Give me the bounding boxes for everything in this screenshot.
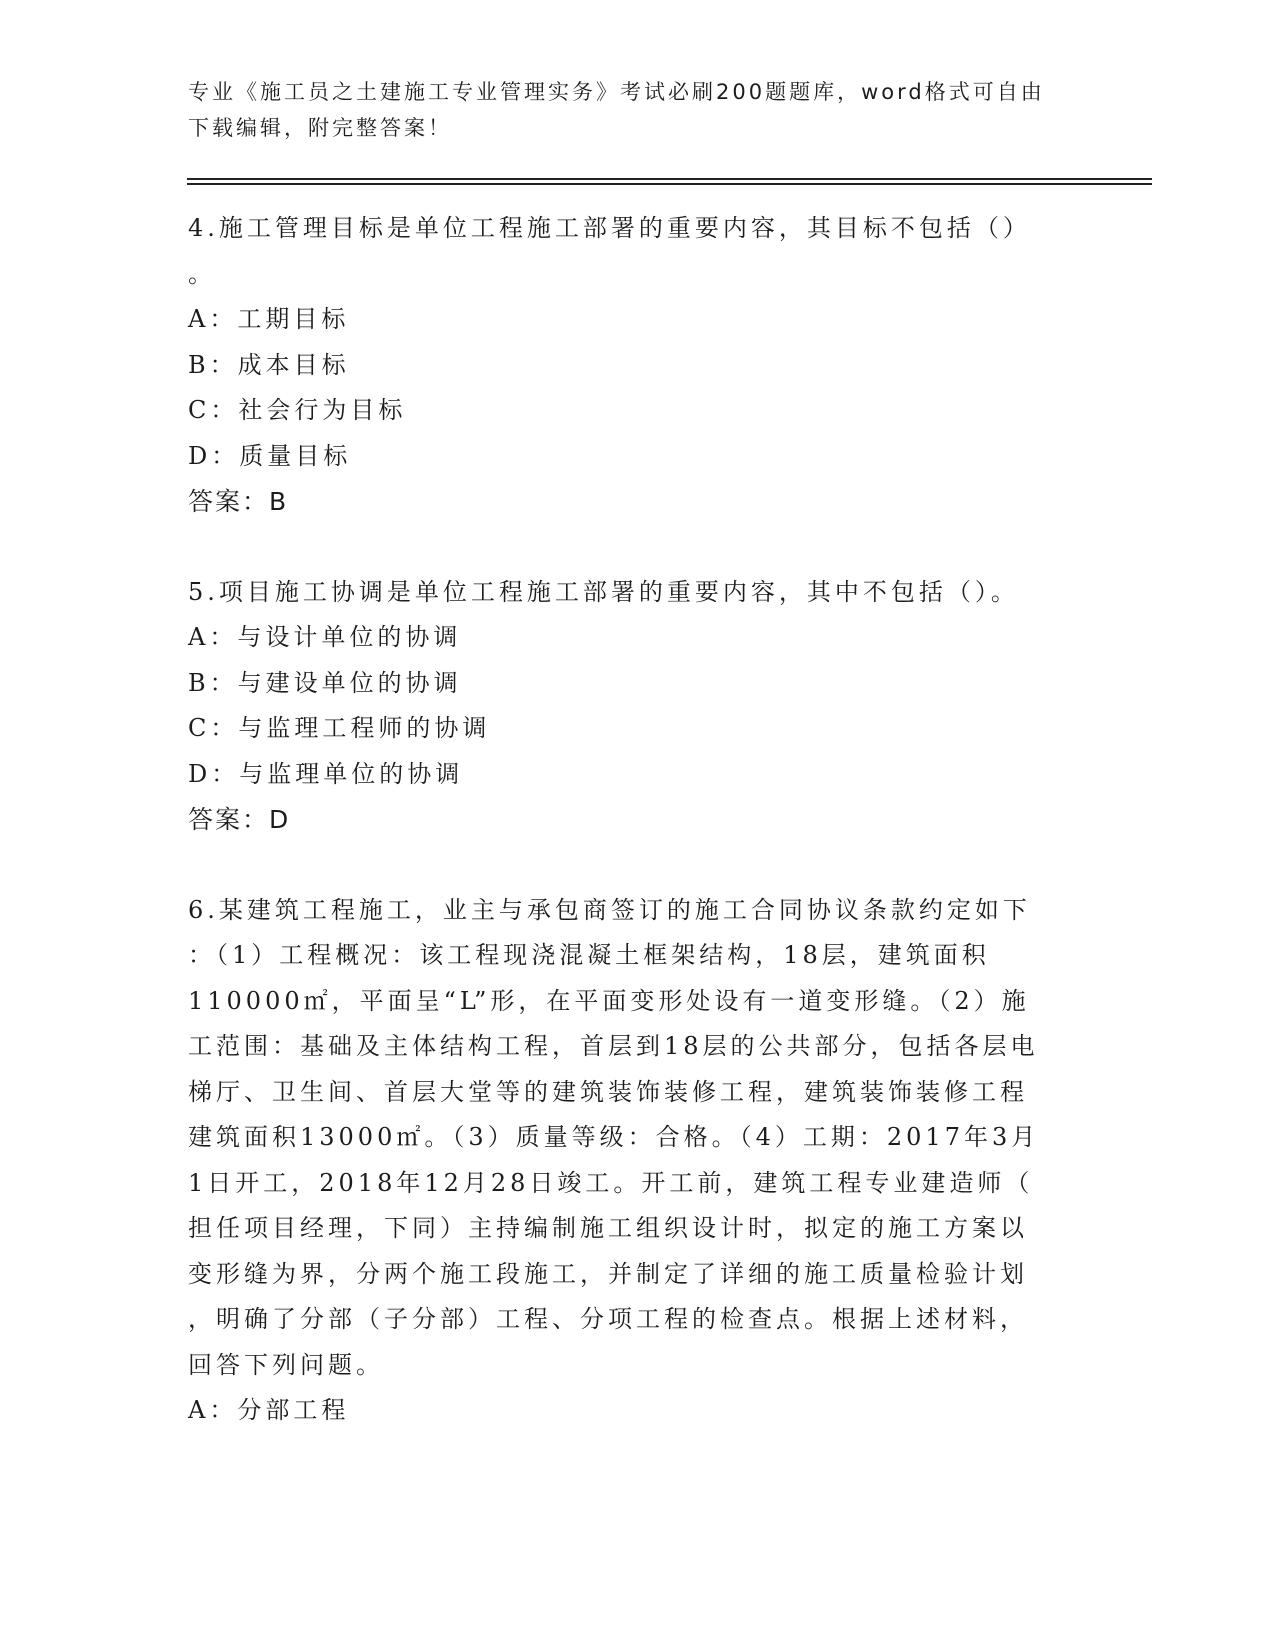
question-5-answer: 答案：D [188, 805, 291, 834]
question-6 [188, 888, 1078, 1434]
question-4-option-c: C：社会行为目标 [188, 396, 407, 424]
question-6-option-a: A：分部工程 [188, 1396, 350, 1424]
header-divider-top [187, 178, 1152, 180]
question-5-option-d: D：与监理单位的协调 [188, 759, 464, 788]
question-5-option-b: B：与建设单位的协调 [188, 668, 462, 697]
question-6-text-line: ，明确了分部（子分部）工程、分项工程的检查点。根据上述材料， [188, 1305, 1028, 1333]
question-6-text-line: 1日开工，2018年12月28日竣工。开工前，建筑工程专业建造师（ [188, 1168, 1034, 1197]
question-6-text-line: 担任项目经理，下同）主持编制施工组织设计时，拟定的施工方案以 [188, 1214, 1028, 1242]
header-divider-bottom [187, 183, 1152, 185]
question-6-text-line: 6.某建筑工程施工，业主与承包商签订的施工合同协议条款约定如下 [188, 895, 1031, 924]
question-5-text: 5.项目施工协调是单位工程施工部署的重要内容，其中不包括（）。 [188, 577, 1019, 606]
question-4-option-b: B：成本目标 [188, 350, 350, 379]
question-6-text-line: 工范围：基础及主体结构工程，首层到18层的公共部分，包括各层电 [188, 1032, 1039, 1060]
question-4-option-d: D：质量目标 [188, 441, 352, 470]
header-line-1: 专业《施工员之土建施工专业管理实务》考试必刷200题题库，word格式可自由 [188, 80, 1045, 104]
question-6-text-line: 变形缝为界，分两个施工段施工，并制定了详细的施工质量检验计划 [188, 1259, 1028, 1288]
question-4-option-a: A：工期目标 [188, 305, 350, 333]
question-6-text-line: 建筑面积13000㎡。（3）质量等级：合格。（4）工期：2017年3月 [188, 1123, 1040, 1151]
question-4-answer: 答案：B [188, 487, 289, 516]
question-6-text-line: 110000㎡，平面呈“L”形，在平面变形处设有一道变形缝。（2）施 [188, 986, 1030, 1015]
question-4-text-line-2: 。 [188, 259, 216, 288]
question-6-text-line: 回答下列问题。 [188, 1350, 384, 1379]
question-6-text-line: ：（1）工程概况：该工程现浇混凝土框架结构，18层，建筑面积 [188, 941, 990, 969]
question-6-text-line: 梯厅、卫生间、首层大堂等的建筑装饰装修工程，建筑装饰装修工程 [188, 1077, 1028, 1106]
question-5-option-c: C：与监理工程师的协调 [188, 714, 491, 742]
question-5-option-a: A：与设计单位的协调 [188, 623, 462, 651]
question-list [188, 206, 1078, 1479]
question-5 [188, 570, 1078, 843]
question-4-text-line-1: 4.施工管理目标是单位工程施工部署的重要内容，其目标不包括（） [188, 214, 1031, 242]
question-4 [188, 206, 1078, 525]
document-header [188, 74, 1068, 146]
header-line-2: 下载编辑，附完整答案！ [188, 116, 452, 140]
